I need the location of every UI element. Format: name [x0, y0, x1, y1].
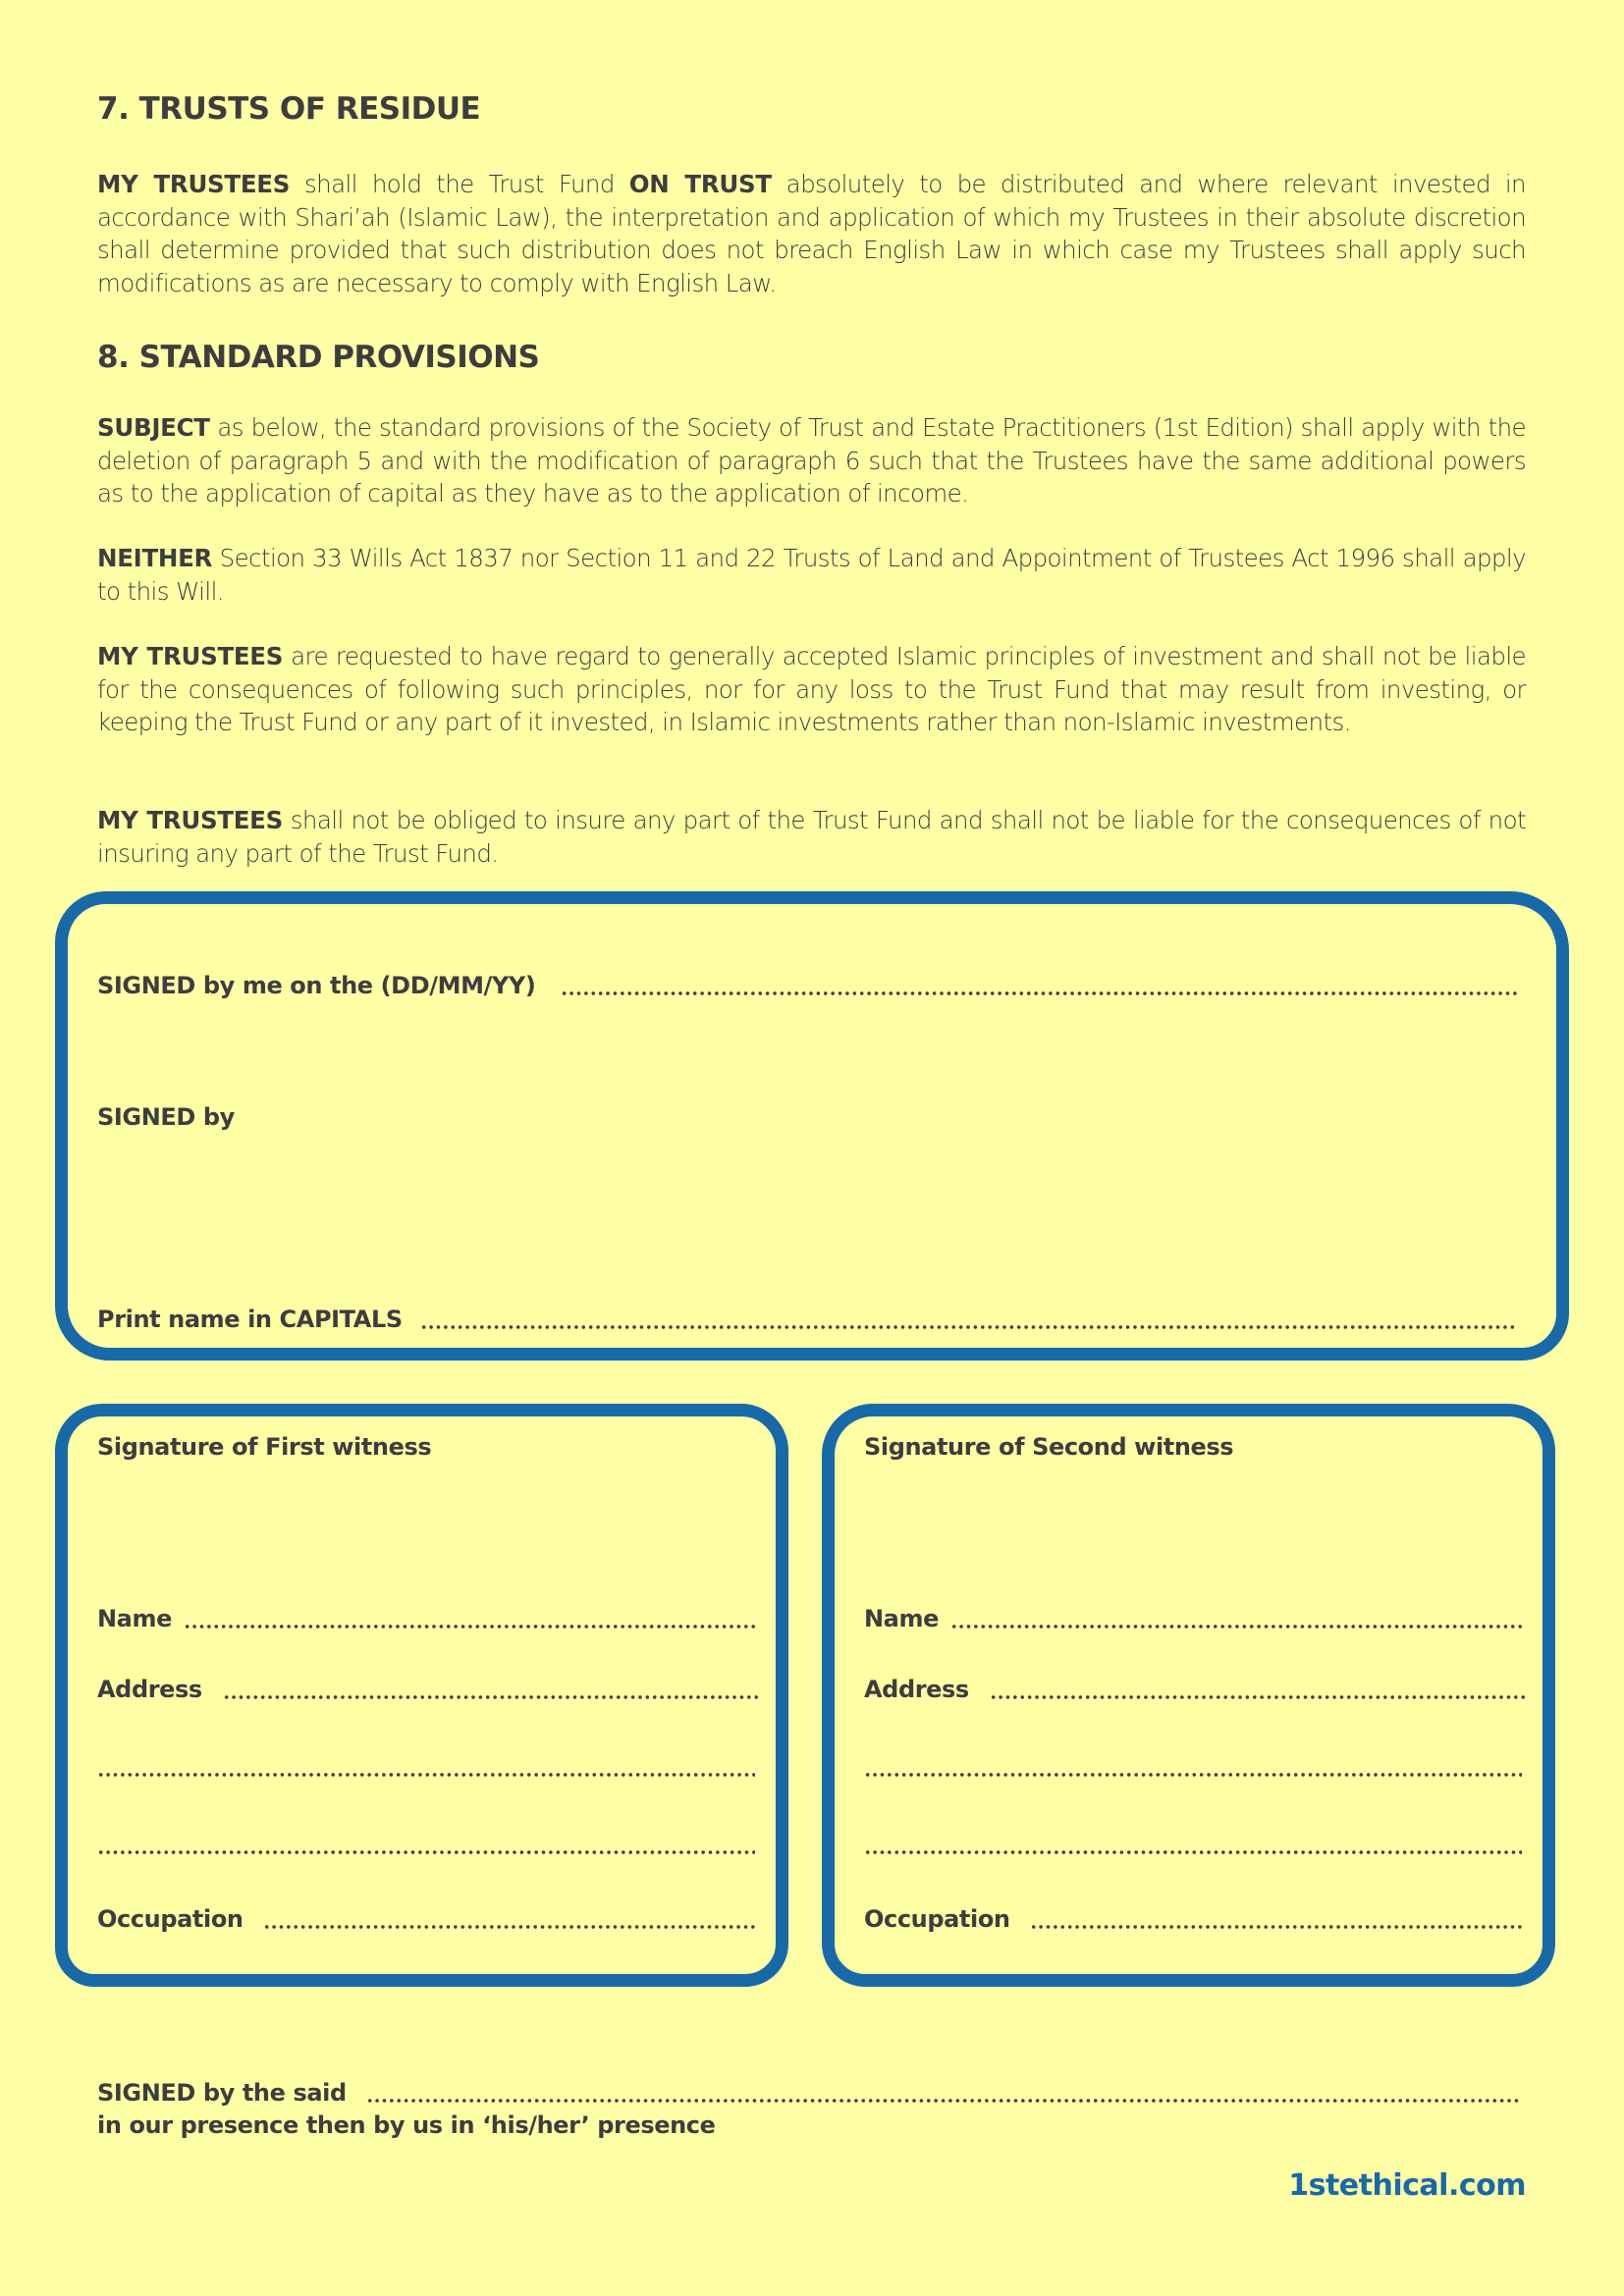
print-name-field[interactable]	[420, 1325, 1514, 1329]
first-witness-occupation-field[interactable]	[263, 1925, 758, 1929]
paragraph-lead: MY TRUSTEES	[97, 806, 283, 834]
second-witness-title: Signature of Second witness	[864, 1433, 1234, 1461]
section-8-paragraph	[97, 542, 1526, 608]
second-witness-address-label: Address	[864, 1676, 969, 1703]
paragraph-text: shall hold the Trust Fund	[290, 170, 629, 198]
print-name-label: Print name in CAPITALS	[97, 1306, 403, 1333]
second-witness-name-field[interactable]	[950, 1625, 1525, 1629]
first-witness-signature-area[interactable]	[97, 1472, 755, 1590]
paragraph-lead: MY TRUSTEES	[97, 170, 291, 198]
paragraph-text: are requested to have regard to generally accepted Islamic principles of investment and shall not be liable for the consequences of following such principles, nor for any loss to the Trust Fund that may result from investing, or keeping the Trust Fund or any part of it invested, in Islamic investments rather than non-Islamic investments.	[97, 642, 1526, 736]
section-8-paragraph	[97, 411, 1526, 510]
paragraph-lead: NEITHER	[97, 544, 213, 572]
first-witness-address-line-3[interactable]	[97, 1850, 755, 1854]
first-witness-address-line-2[interactable]	[97, 1773, 755, 1777]
signed-date-label: SIGNED by me on the (DD/MM/YY)	[97, 972, 536, 999]
second-witness-occupation-label: Occupation	[864, 1905, 1010, 1933]
paragraph-lead: ON TRUST	[628, 170, 772, 198]
second-witness-signature-area[interactable]	[864, 1472, 1522, 1590]
signed-by-label: SIGNED by	[97, 1103, 235, 1131]
first-witness-address-label: Address	[97, 1676, 202, 1703]
first-witness-address-field[interactable]	[223, 1695, 758, 1699]
signed-date-field[interactable]	[561, 991, 1518, 995]
paragraph-text: shall not be obliged to insure any part of the Trust Fund and shall not be liable for the consequences of not insuring any part of the Trust Fund.	[97, 806, 1526, 868]
second-witness-occupation-field[interactable]	[1030, 1925, 1525, 1929]
section-7-paragraph	[97, 168, 1526, 299]
paragraph-text: as below, the standard provisions of the Society of Trust and Estate Practitioners (1st Edition) shall apply with the deletion of paragraph 5 and with the modification of paragraph 6 such that the Trustees have the same additional powers as to the application of capital as they have as to the application of income.	[97, 413, 1526, 507]
testator-signature-area[interactable]	[97, 1139, 1521, 1296]
section-8-paragraph	[97, 804, 1526, 870]
first-witness-name-label: Name	[97, 1605, 172, 1632]
attestation-presence-text: in our presence then by us in ‘his/her’ presence	[97, 2111, 716, 2139]
section-7-title: 7. TRUSTS OF RESIDUE	[97, 91, 481, 127]
second-witness-address-field[interactable]	[990, 1695, 1525, 1699]
section-8-paragraph	[97, 640, 1526, 739]
second-witness-address-line-2[interactable]	[864, 1773, 1522, 1777]
first-witness-occupation-label: Occupation	[97, 1905, 244, 1933]
paragraph-text: Section 33 Wills Act 1837 nor Section 11 and 22 Trusts of Land and Appointment of Trustees Act 1996 shall apply to this Will.	[97, 544, 1526, 606]
paragraph-lead: MY TRUSTEES	[97, 642, 284, 670]
paragraph-lead: SUBJECT	[97, 413, 210, 442]
website-link[interactable]: 1stethical.com	[1288, 2168, 1526, 2203]
section-8-title: 8. STANDARD PROVISIONS	[97, 340, 540, 375]
second-witness-address-line-3[interactable]	[864, 1850, 1522, 1854]
paragraph-text: absolutely to be distributed and where relevant invested in accordance with Shari’ah (Islamic Law), the interpretation and application of which my Trustees in their absolute discretion shall determine provided that such distribution does not breach English Law in which case my Trustees shall apply such modifications as are necessary to comply with English Law.	[97, 170, 1526, 297]
first-witness-name-field[interactable]	[184, 1625, 758, 1629]
attestation-signed-label: SIGNED by the said	[97, 2079, 347, 2107]
attestation-name-field[interactable]	[366, 2099, 1520, 2103]
first-witness-title: Signature of First witness	[97, 1433, 432, 1461]
second-witness-name-label: Name	[864, 1605, 939, 1632]
